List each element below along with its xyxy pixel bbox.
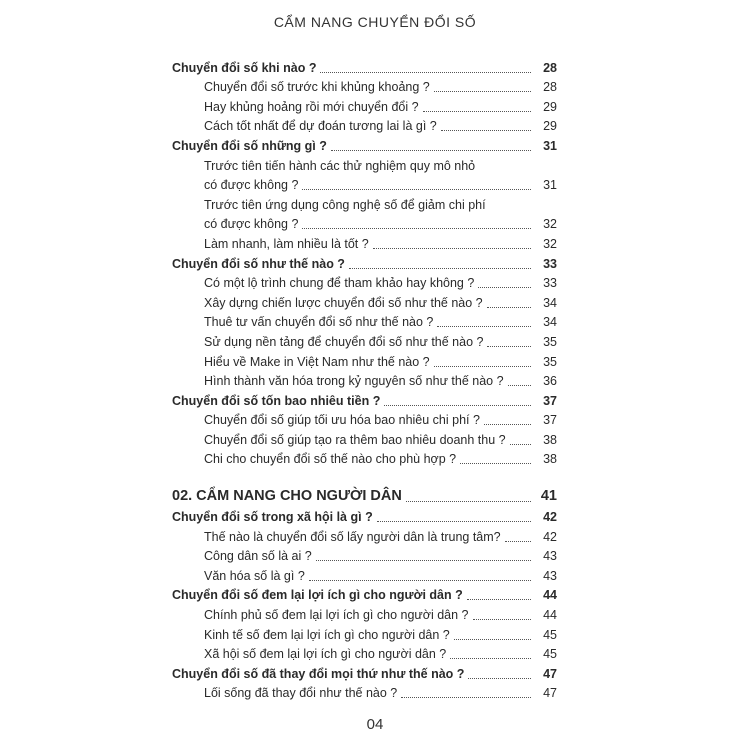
- dot-leader: [320, 72, 531, 73]
- dot-leader: [468, 678, 531, 679]
- toc-page-number: 37: [543, 393, 557, 408]
- toc-entry-title: Xã hội số đem lại lợi ích gì cho người dân ?: [204, 647, 447, 662]
- toc-entry-title: Hiểu về Make in Việt Nam như thế nào ?: [204, 354, 430, 369]
- toc-entry: [172, 411, 557, 431]
- toc-page-number: 31: [543, 178, 557, 193]
- toc-entry-title: Trước tiên tiến hành các thử nghiệm quy mô nhỏ: [204, 158, 476, 173]
- dot-leader: [473, 619, 532, 620]
- dot-leader: [487, 346, 531, 347]
- toc-entry-title: Chi cho chuyển đổi số thế nào cho phù hợp ?: [204, 452, 457, 467]
- dot-leader: [508, 385, 531, 386]
- toc-entry-title: Chuyển đổi số khi nào ?: [172, 60, 317, 75]
- toc-entry: [172, 313, 557, 333]
- toc-entry-title: Công dân số là ai ?: [204, 549, 312, 564]
- toc-entry: [172, 156, 557, 176]
- toc-entry-title: Cách tốt nhất để dự đoán tương lai là gì ?: [204, 119, 437, 134]
- dot-leader: [373, 248, 531, 249]
- toc-section: [172, 58, 557, 78]
- dot-leader: [302, 189, 531, 190]
- toc-page-number: 29: [543, 99, 557, 114]
- toc-section: [172, 664, 557, 684]
- toc-section: [172, 507, 557, 527]
- toc-page-number: 42: [543, 529, 557, 544]
- toc-page-number: 35: [543, 334, 557, 349]
- toc-page-number: 35: [543, 354, 557, 369]
- toc-entry-title: Chuyển đổi số như thế nào ?: [172, 256, 345, 271]
- toc-entry-title: Làm nhanh, làm nhiều là tốt ?: [204, 236, 369, 251]
- toc-section: [172, 136, 557, 156]
- dot-leader: [331, 150, 531, 151]
- toc-entry: [172, 332, 557, 352]
- toc-entry: [172, 97, 557, 117]
- toc-entry-title: có được không ?: [204, 217, 299, 232]
- toc-entry-title: Có một lộ trình chung để tham khảo hay không ?: [204, 276, 475, 291]
- toc-entry-title: Chính phủ số đem lại lợi ích gì cho người dân ?: [204, 608, 469, 623]
- toc-page-number: 43: [543, 568, 557, 583]
- dot-leader: [434, 91, 531, 92]
- toc-page-number: 28: [543, 80, 557, 95]
- toc-entry-title: 02. CẨM NANG CHO NGƯỜI DÂN: [172, 488, 402, 505]
- toc-entry-title: Chuyển đổi số trong xã hội là gì ?: [172, 510, 373, 525]
- toc-entry: [172, 450, 557, 470]
- toc-section: [172, 391, 557, 411]
- toc-page-number: 32: [543, 236, 557, 251]
- toc-entry-title: Hay khủng hoảng rồi mới chuyển đổi ?: [204, 99, 419, 114]
- dot-leader: [302, 228, 531, 229]
- toc-page-number: 47: [543, 686, 557, 701]
- toc-page-number: 47: [543, 666, 557, 681]
- dot-leader: [450, 658, 531, 659]
- toc-page-number: 36: [543, 374, 557, 389]
- page-number: 04: [366, 716, 384, 733]
- toc-entry: [172, 293, 557, 313]
- toc-page-number: 28: [543, 60, 557, 75]
- dot-leader: [434, 366, 531, 367]
- toc-page-number: 45: [543, 647, 557, 662]
- toc-chapter: [172, 483, 557, 507]
- dot-leader: [309, 580, 531, 581]
- toc-entry-title: Chuyển đổi số tốn bao nhiêu tiền ?: [172, 393, 381, 408]
- dot-leader: [454, 639, 531, 640]
- toc-entry: [172, 605, 557, 625]
- toc-page-number: 31: [543, 138, 557, 153]
- toc-entry-title: Văn hóa số là gì ?: [204, 568, 305, 583]
- toc-entry: [172, 684, 557, 704]
- toc-entry-title: Lối sống đã thay đổi như thế nào ?: [204, 686, 398, 701]
- toc-entry-title: Trước tiên ứng dụng công nghệ số để giảm chi phí: [204, 197, 486, 212]
- running-header: CẨM NANG CHUYỂN ĐỔI SỐ: [273, 14, 477, 30]
- toc-section: [172, 254, 557, 274]
- toc-page-number: 34: [543, 315, 557, 330]
- toc-entry-title: Chuyển đổi số những gì ?: [172, 138, 327, 153]
- toc-entry-title: Chuyển đổi số đem lại lợi ích gì cho người dân ?: [172, 588, 463, 603]
- toc-page-number: 44: [543, 608, 557, 623]
- toc-entry: [172, 176, 557, 196]
- toc-page-number: 38: [543, 432, 557, 447]
- toc-entry-title: Chuyển đổi số đã thay đổi mọi thứ như thế nào ?: [172, 666, 465, 681]
- dot-leader: [484, 424, 531, 425]
- toc-section: [172, 586, 557, 606]
- toc-page-number: 45: [543, 627, 557, 642]
- toc-page-number: 32: [543, 217, 557, 232]
- dot-leader: [437, 326, 531, 327]
- toc-entry: [172, 625, 557, 645]
- toc-entry: [172, 527, 557, 547]
- toc-page-number: 33: [543, 276, 557, 291]
- dot-leader: [460, 463, 531, 464]
- toc-entry-title: Hình thành văn hóa trong kỷ nguyên số như thế nào ?: [204, 374, 504, 389]
- toc-entry: [172, 372, 557, 392]
- dot-leader: [505, 541, 531, 542]
- dot-leader: [377, 521, 531, 522]
- dot-leader: [478, 287, 531, 288]
- dot-leader: [441, 130, 531, 131]
- toc-page-number: 41: [540, 488, 557, 505]
- toc-entry: [172, 430, 557, 450]
- toc-entry: [172, 547, 557, 567]
- toc-entry: [172, 234, 557, 254]
- toc-entry-title: Xây dựng chiến lược chuyển đổi số như thế nào ?: [204, 295, 483, 310]
- dot-leader: [510, 444, 531, 445]
- toc-page-number: 33: [543, 256, 557, 271]
- table-of-contents: [172, 58, 557, 703]
- toc-page-number: 34: [543, 295, 557, 310]
- dot-leader: [316, 560, 531, 561]
- toc-page-number: 38: [543, 452, 557, 467]
- toc-entry-title: Thuê tư vấn chuyển đổi số như thế nào ?: [204, 315, 434, 330]
- toc-entry-title: Sử dụng nền tảng để chuyển đổi số như thế nào ?: [204, 334, 484, 349]
- dot-leader: [467, 599, 531, 600]
- toc-entry: [172, 352, 557, 372]
- toc-entry: [172, 215, 557, 235]
- toc-entry: [172, 566, 557, 586]
- toc-entry-title: Chuyển đổi số trước khi khủng khoảng ?: [204, 80, 430, 95]
- toc-entry: [172, 645, 557, 665]
- toc-entry-title: Chuyển đổi số giúp tối ưu hóa bao nhiêu chi phí ?: [204, 413, 480, 428]
- toc-entry-title: có được không ?: [204, 178, 299, 193]
- dot-leader: [487, 307, 531, 308]
- toc-entry-title: Kinh tế số đem lại lợi ích gì cho người dân ?: [204, 627, 450, 642]
- toc-entry: [172, 78, 557, 98]
- toc-entry: [172, 195, 557, 215]
- dot-leader: [423, 111, 531, 112]
- dot-leader: [349, 268, 531, 269]
- toc-entry: [172, 117, 557, 137]
- toc-page-number: 42: [543, 510, 557, 525]
- toc-page-number: 43: [543, 549, 557, 564]
- dot-leader: [406, 501, 531, 502]
- toc-page-number: 37: [543, 413, 557, 428]
- toc-page-number: 44: [543, 588, 557, 603]
- dot-leader: [401, 697, 531, 698]
- toc-entry-title: Chuyển đổi số giúp tạo ra thêm bao nhiêu doanh thu ?: [204, 432, 506, 447]
- toc-entry: [172, 274, 557, 294]
- dot-leader: [384, 405, 531, 406]
- toc-page-number: 29: [543, 119, 557, 134]
- toc-entry-title: Thế nào là chuyển đổi số lấy người dân là trung tâm?: [204, 529, 501, 544]
